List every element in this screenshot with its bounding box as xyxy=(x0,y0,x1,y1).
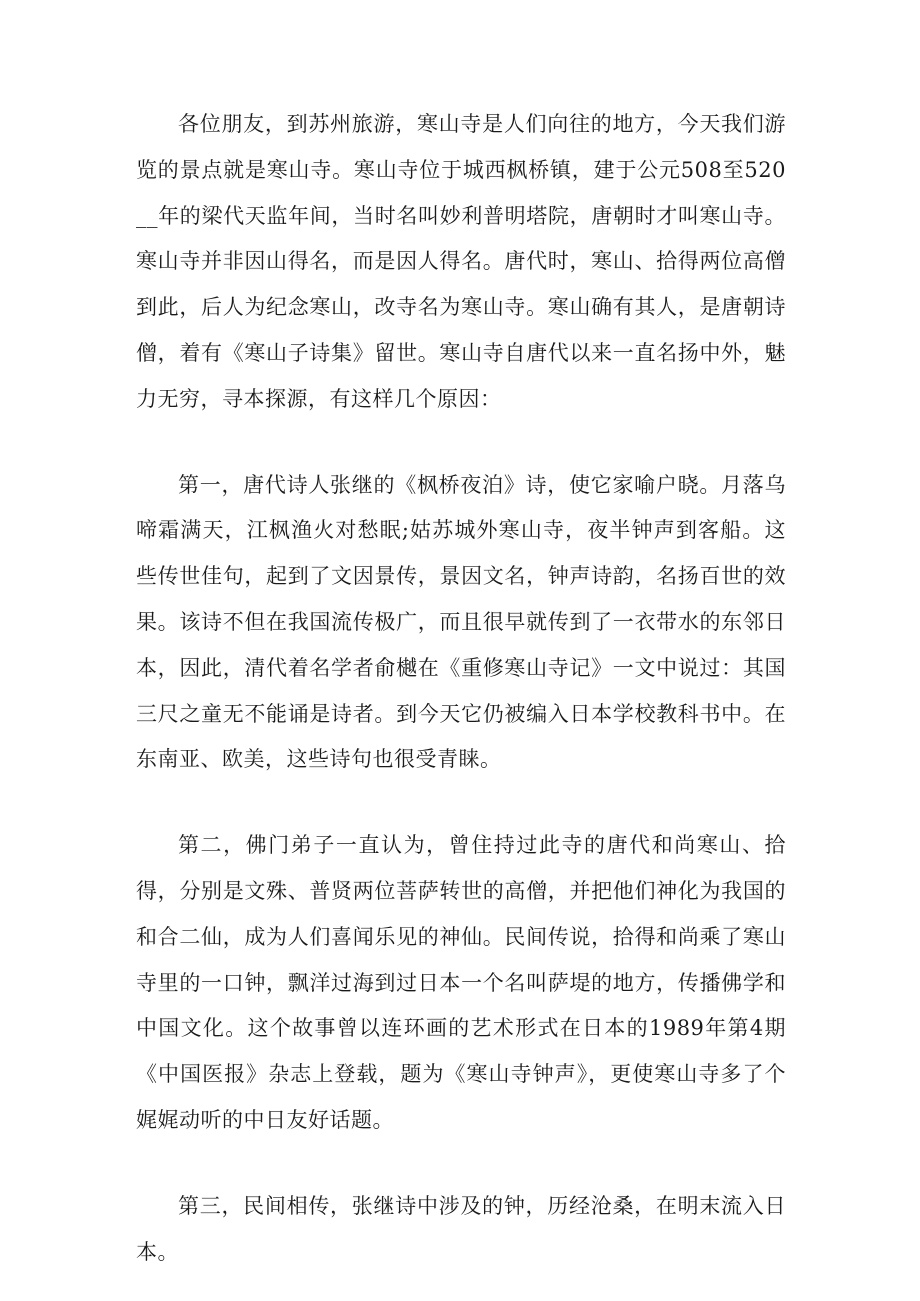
paragraph-intro: 各位朋友，到苏州旅游，寒山寺是人们向往的地方，今天我们游览的景点就是寒山寺。寒山寺位于城西枫桥镇，建于公元508至520__年的梁代天监年间，当时名叫妙利普明塔院，唐朝时才叫寒山寺。寒山寺并非因山得名，而是因人得名。唐代时，寒山、拾得两位高僧到此，后人为纪念寒山，改寺名为寒山寺。寒山确有其人，是唐朝诗僧，着有《寒山子诗集》留世。寒山寺自唐代以来一直名扬中外，魅力无穷，寻本探源，有这样几个原因： xyxy=(136,112,786,411)
paragraph-third-reason: 第三，民间相传，张继诗中涉及的钟，历经沧桑，在明末流入日本。 xyxy=(136,1193,786,1264)
paragraph-second-reason: 第二，佛门弟子一直认为，曾住持过此寺的唐代和尚寒山、拾得，分别是文殊、普贤两位菩萨转世的高僧，并把他们神化为我国的和合二仙，成为人们喜闻乐见的神仙。民间传说，拾得和尚乘了寒山寺里的一口钟，飘洋过海到过日本一个名叫萨堤的地方，传播佛学和中国文化。这个故事曾以连环画的艺术形式在日本的1989年第4期《中国医报》杂志上登载，题为《寒山寺钟声》，更使寒山寺多了个娓娓动听的中日友好话题。 xyxy=(136,833,786,1132)
document-page xyxy=(136,102,786,1275)
paragraph-first-reason: 第一，唐代诗人张继的《枫桥夜泊》诗，使它家喻户晓。月落乌啼霜满天，江枫渔火对愁眠;姑苏城外寒山寺，夜半钟声到客船。这些传世佳句，起到了文因景传，景因文名，钟声诗韵，名扬百世的效果。该诗不但在我国流传极广，而且很早就传到了一衣带水的东邻日本，因此，清代着名学者俞樾在《重修寒山寺记》一文中说过：其国三尺之童无不能诵是诗者。到今天它仍被编入日本学校教科书中。在东南亚、欧美，这些诗句也很受青睐。 xyxy=(136,472,786,772)
